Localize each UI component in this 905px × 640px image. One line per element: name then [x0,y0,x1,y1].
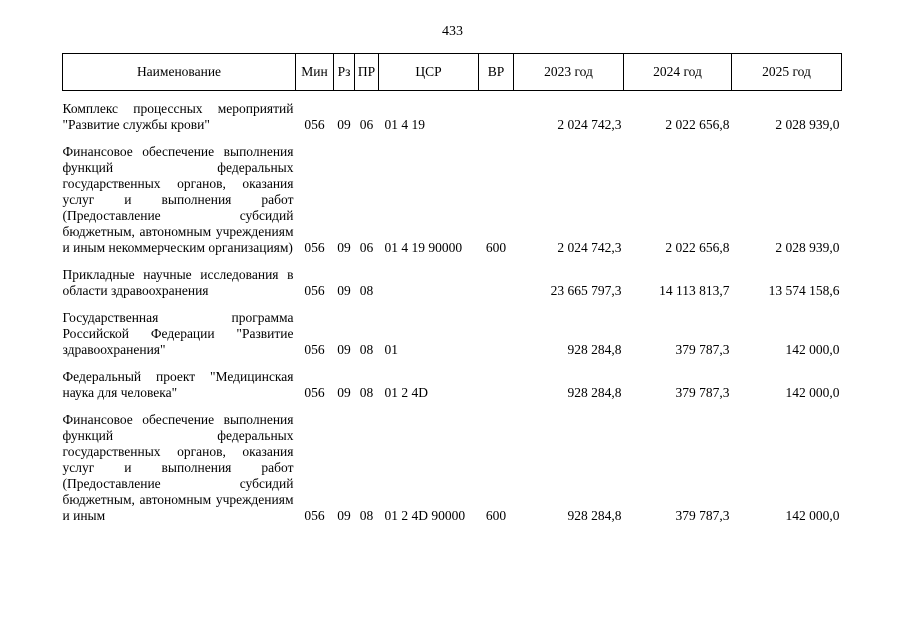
row-pr: 08 [359,342,374,357]
table-header [63,54,842,91]
row-vr [479,267,514,310]
row-name: Финансовое обеспечение выполнения функций федеральных государственных органов, оказания услуг и выполнения работ (Предоставление субсидий бюджетным, автономным учреждениям и иным [62,412,294,523]
row-2024: 379 787,3 [675,342,730,357]
row-name: Федеральный проект "Медицинская наука для человека" [62,369,294,400]
row-min: 056 [304,342,325,357]
table-row [63,369,842,412]
row-pr: 08 [359,508,374,523]
row-2025: 2 028 939,0 [775,117,840,132]
header-min: Мин [296,54,334,91]
row-pr: 06 [359,117,374,132]
row-vr: 600 [485,508,507,523]
table-row [63,144,842,267]
row-vr [479,369,514,412]
row-pr: 06 [359,240,374,255]
row-min: 056 [304,385,325,400]
row-csr: 01 4 19 90000 [384,240,463,255]
row-vr [479,91,514,145]
row-rz: 09 [337,240,351,255]
header-name: Наименование [63,54,296,91]
row-2024: 14 113 813,7 [659,283,730,298]
table-body [63,91,842,536]
row-rz: 09 [337,117,351,132]
row-2025: 2 028 939,0 [775,240,840,255]
row-min: 056 [304,117,325,132]
row-csr [379,267,479,310]
row-2023: 928 284,8 [567,342,622,357]
row-2023: 928 284,8 [567,385,622,400]
header-2024: 2024 год [624,54,732,91]
row-name: Финансовое обеспечение выполнения функций федеральных государственных органов, оказания услуг и выполнения работ (Предоставление субсидий бюджетным, автономным учреждениям и иным некоммерческим организациям) [62,144,294,255]
header-2023: 2023 год [514,54,624,91]
page-number: 433 [442,24,463,39]
row-rz: 09 [337,342,351,357]
row-2025: 142 000,0 [785,385,840,400]
row-2023: 2 024 742,3 [557,240,622,255]
row-2024: 2 022 656,8 [665,117,730,132]
row-2023: 23 665 797,3 [550,283,622,298]
row-vr [479,310,514,369]
row-pr: 08 [359,385,374,400]
table-row [63,267,842,310]
row-2024: 379 787,3 [675,508,730,523]
header-csr: ЦСР [379,54,479,91]
row-name: Государственная программа Российской Федерации "Развитие здравоохранения" [62,310,294,357]
row-min: 056 [304,508,325,523]
table-row [63,412,842,535]
row-csr: 01 2 4D 90000 [384,508,466,523]
row-vr: 600 [485,240,507,255]
row-rz: 09 [337,283,351,298]
budget-table [62,53,842,535]
header-vr: ВР [479,54,514,91]
table-row [63,310,842,369]
row-min: 056 [304,240,325,255]
header-2025: 2025 год [732,54,842,91]
row-csr: 01 [384,342,398,357]
header-rz: Рз [334,54,355,91]
row-pr: 08 [359,283,374,298]
row-2025: 142 000,0 [785,508,840,523]
table-row [63,91,842,145]
row-min: 056 [304,283,325,298]
row-2025: 13 574 158,6 [768,283,840,298]
row-rz: 09 [337,385,351,400]
row-rz: 09 [337,508,351,523]
row-2025: 142 000,0 [785,342,840,357]
row-2024: 379 787,3 [675,385,730,400]
row-name: Комплекс процессных мероприятий "Развитие службы крови" [62,101,294,132]
row-2024: 2 022 656,8 [665,240,730,255]
row-csr: 01 4 19 [384,117,425,132]
row-2023: 2 024 742,3 [557,117,622,132]
row-csr: 01 2 4D [384,385,428,400]
row-2023: 928 284,8 [567,508,622,523]
header-pr: ПР [355,54,379,91]
row-name: Прикладные научные исследования в области здравоохранения [62,267,294,298]
